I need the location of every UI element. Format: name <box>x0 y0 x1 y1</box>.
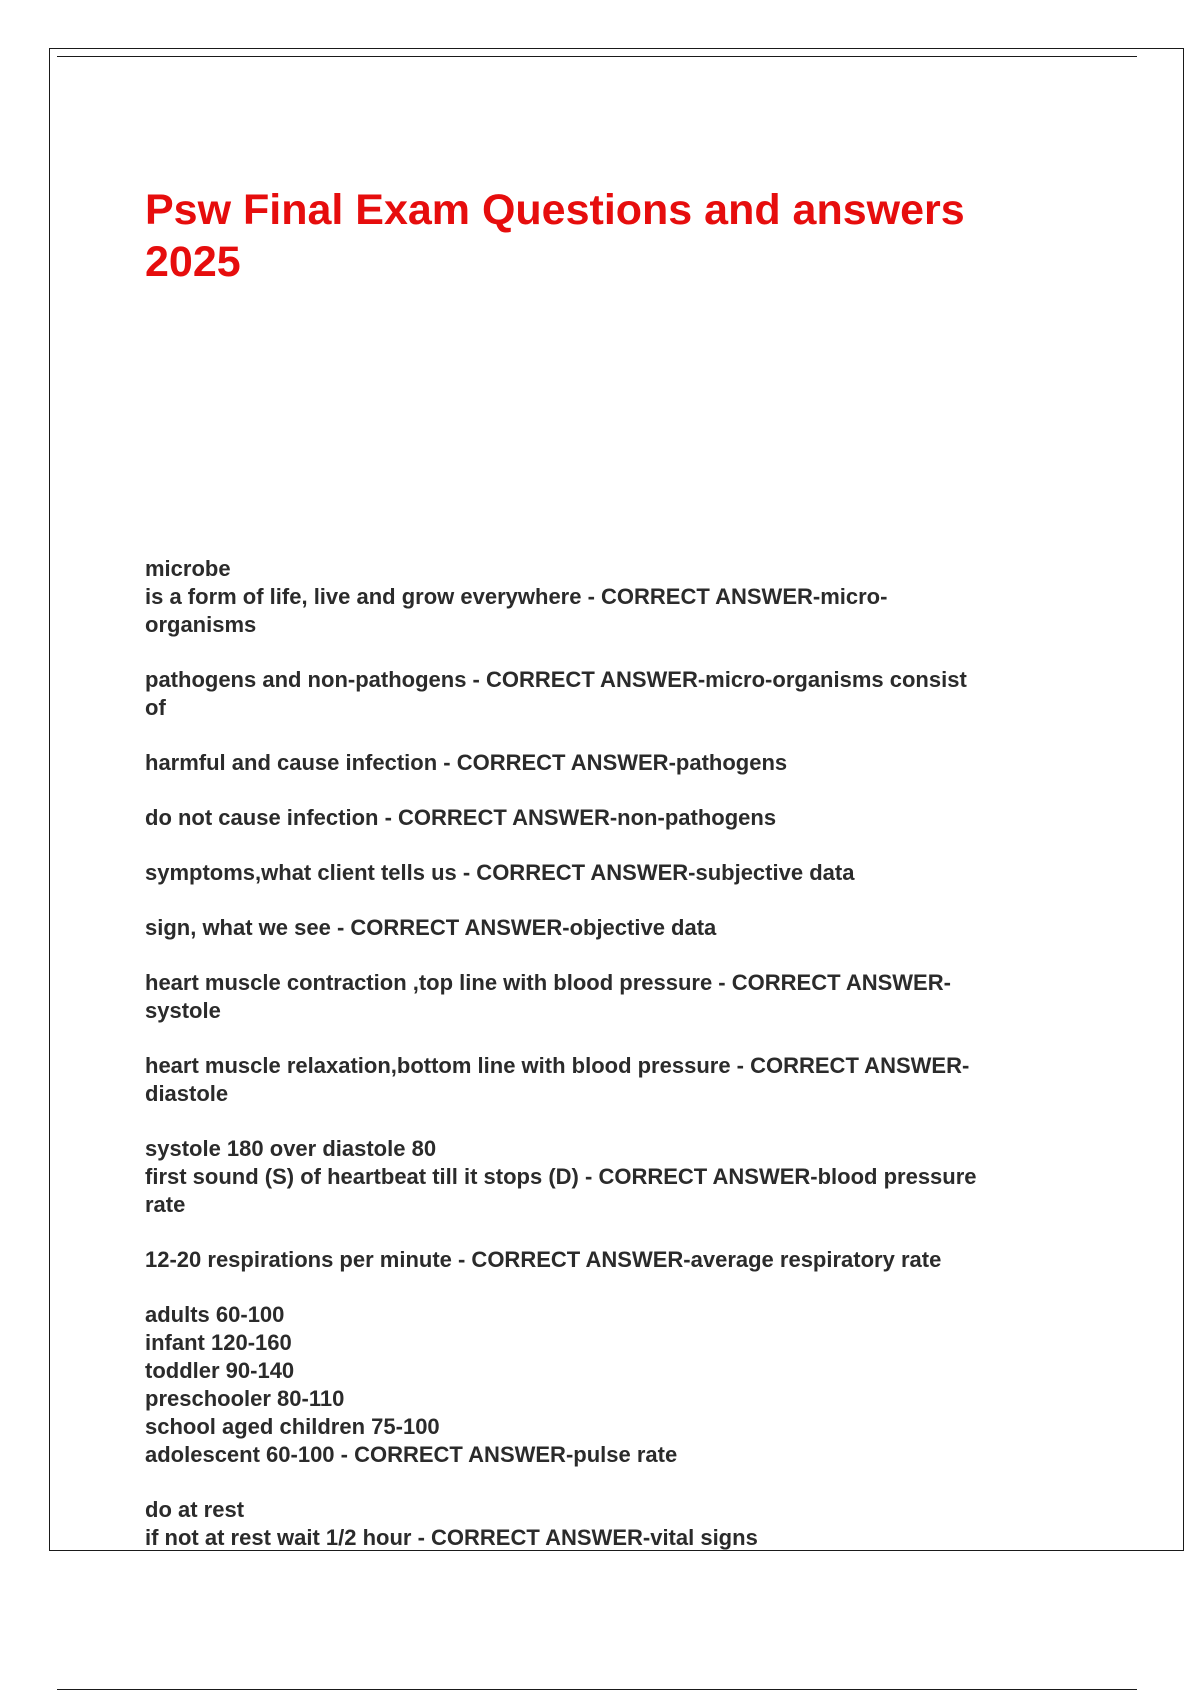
qa-entry: heart muscle contraction ,top line with blood pressure - CORRECT ANSWER- systole <box>145 970 951 1023</box>
qa-entry: harmful and cause infection - CORRECT ANSWER-pathogens <box>145 750 788 775</box>
qa-entry: adults 60-100 infant 120-160 toddler 90-140 preschooler 80-110 school aged children 75-100 adolescent 60-100 - CORRECT ANSWER-pulse rate <box>145 1302 678 1467</box>
qa-entry: heart muscle relaxation,bottom line with blood pressure - CORRECT ANSWER- diastole <box>145 1053 970 1106</box>
qa-entry: systole 180 over diastole 80 first sound (S) of heartbeat till it stops (D) - CORRECT ANSWER-blood pressure rate <box>145 1136 977 1217</box>
qa-entry: pathogens and non-pathogens - CORRECT ANSWER-micro-organisms consist of <box>145 667 967 720</box>
qa-list <box>145 555 1095 1579</box>
qa-entry: sign, what we see - CORRECT ANSWER-objective data <box>145 915 717 940</box>
page-title: Psw Final Exam Questions and answers 2025 <box>145 186 965 286</box>
bottom-rule <box>57 1689 1137 1690</box>
qa-entry: microbe is a form of life, live and grow everywhere - CORRECT ANSWER-micro- organisms <box>145 556 888 637</box>
qa-entry: do not cause infection - CORRECT ANSWER-non-pathogens <box>145 805 777 830</box>
qa-entry: 12-20 respirations per minute - CORRECT ANSWER-average respiratory rate <box>145 1247 942 1272</box>
qa-entry: do at rest if not at rest wait 1/2 hour - CORRECT ANSWER-vital signs <box>145 1497 758 1550</box>
qa-entry: symptoms,what client tells us - CORRECT ANSWER-subjective data <box>145 860 855 885</box>
